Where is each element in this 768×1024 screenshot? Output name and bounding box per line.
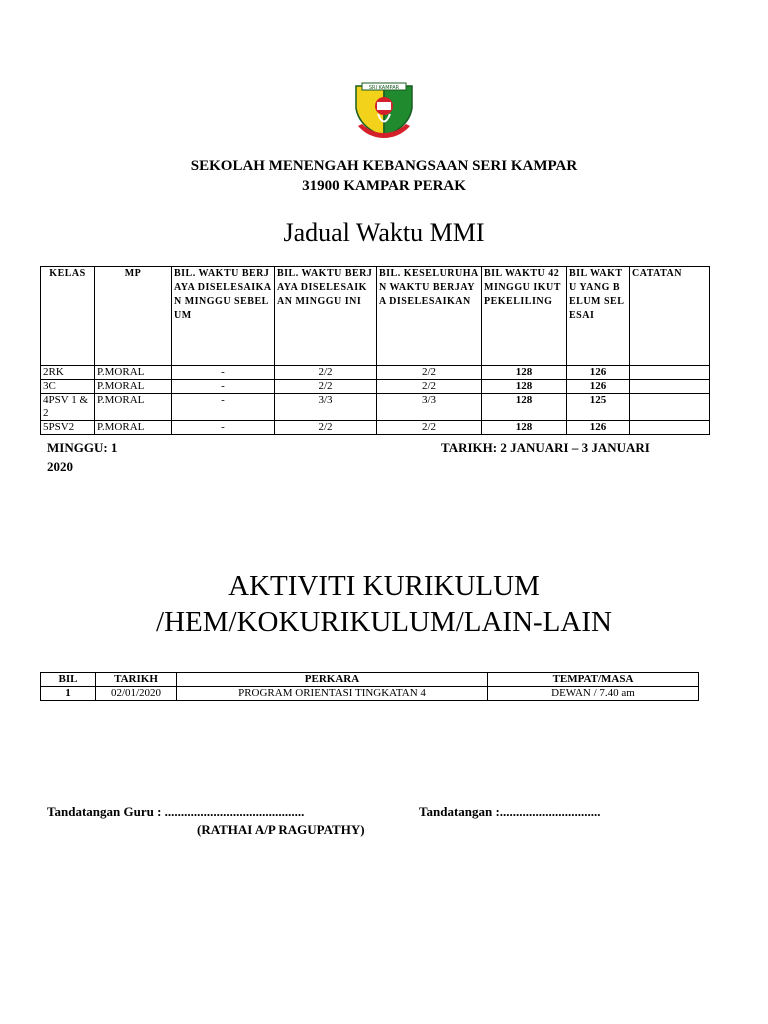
signature-line: Tandatangan :............................... [419, 804, 601, 819]
cell-bil: 1 [41, 687, 96, 701]
cell-kelas: 2RK [41, 366, 95, 380]
cell-kelas: 5PSV2 [41, 421, 95, 435]
col-jumlah: BIL WAKTU 42 MINGGU IKUT PEKELILING [482, 267, 567, 366]
table-row [41, 366, 710, 380]
teacher-name: (RATHAI A/P RAGUPATHY) [197, 822, 365, 837]
cell-mp: P.MORAL [95, 380, 172, 394]
cell-ini: 3/3 [275, 394, 377, 421]
section-title-line-2: /HEM/KOKURIKULUM/LAIN-LAIN [156, 606, 612, 638]
cell-ini: 2/2 [275, 380, 377, 394]
cell-catatan [630, 380, 710, 394]
cell-kelas: 4PSV 1 & 2 [41, 394, 95, 421]
cell-kelas: 3C [41, 380, 95, 394]
col-tempat-masa: TEMPAT/MASA [488, 673, 699, 687]
activity-header-row [41, 673, 699, 687]
cell-sebelum: - [172, 380, 275, 394]
cell-jumlah: 128 [482, 394, 567, 421]
cell-jumlah: 128 [482, 380, 567, 394]
table-row [41, 687, 699, 701]
cell-belum: 126 [567, 380, 630, 394]
school-crest-logo [352, 80, 416, 142]
cell-mp: P.MORAL [95, 421, 172, 435]
cell-belum: 126 [567, 421, 630, 435]
timetable [40, 266, 710, 435]
col-ini: BIL. WAKTU BERJAYA DISELESAIKAN MINGGU INI [275, 267, 377, 366]
year-label: 2020 [47, 459, 73, 474]
cell-jumlah: 128 [482, 421, 567, 435]
col-belum: BIL WAKTU YANG BELUM SELESAI [567, 267, 630, 366]
timetable-header-row [41, 267, 710, 366]
cell-keseluruhan: 2/2 [377, 366, 482, 380]
cell-mp: P.MORAL [95, 394, 172, 421]
table-row [41, 421, 710, 435]
cell-keseluruhan: 2/2 [377, 380, 482, 394]
cell-tempat-masa: DEWAN / 7.40 am [488, 687, 699, 701]
cell-sebelum: - [172, 421, 275, 435]
school-address: 31900 KAMPAR PERAK [302, 178, 466, 194]
cell-ini: 2/2 [275, 421, 377, 435]
cell-perkara: PROGRAM ORIENTASI TINGKATAN 4 [177, 687, 488, 701]
col-keseluruhan: BIL. KESELURUHAN WAKTU BERJAYA DISELESAIKAN [377, 267, 482, 366]
table-row [41, 380, 710, 394]
col-bil: BIL [41, 673, 96, 687]
cell-catatan [630, 394, 710, 421]
section-title-line-1: AKTIVITI KURIKULUM [228, 570, 540, 602]
col-kelas: KELAS [41, 267, 95, 366]
cell-tarikh: 02/01/2020 [96, 687, 177, 701]
date-range-label: TARIKH: 2 JANUARI – 3 JANUARI [441, 440, 650, 455]
cell-sebelum: - [172, 394, 275, 421]
col-mp: MP [95, 267, 172, 366]
cell-keseluruhan: 3/3 [377, 394, 482, 421]
cell-catatan [630, 366, 710, 380]
cell-sebelum: - [172, 366, 275, 380]
col-perkara: PERKARA [177, 673, 488, 687]
cell-belum: 126 [567, 366, 630, 380]
week-label: MINGGU: 1 [47, 440, 118, 455]
cell-belum: 125 [567, 394, 630, 421]
cell-mp: P.MORAL [95, 366, 172, 380]
cell-keseluruhan: 2/2 [377, 421, 482, 435]
cell-ini: 2/2 [275, 366, 377, 380]
col-sebelum: BIL. WAKTU BERJAYA DISELESAIKAN MINGGU SEBELUM [172, 267, 275, 366]
cell-catatan [630, 421, 710, 435]
document-title: Jadual Waktu MMI [283, 218, 485, 247]
activity-table [40, 672, 699, 701]
crest-banner-text: SRI KAMPAR [368, 85, 400, 91]
table-row [41, 394, 710, 421]
col-tarikh: TARIKH [96, 673, 177, 687]
cell-jumlah: 128 [482, 366, 567, 380]
teacher-signature-line: Tandatangan Guru : ........................................... [47, 804, 305, 819]
col-catatan: CATATAN [630, 267, 710, 366]
school-name: SEKOLAH MENENGAH KEBANGSAAN SERI KAMPAR [190, 158, 578, 174]
